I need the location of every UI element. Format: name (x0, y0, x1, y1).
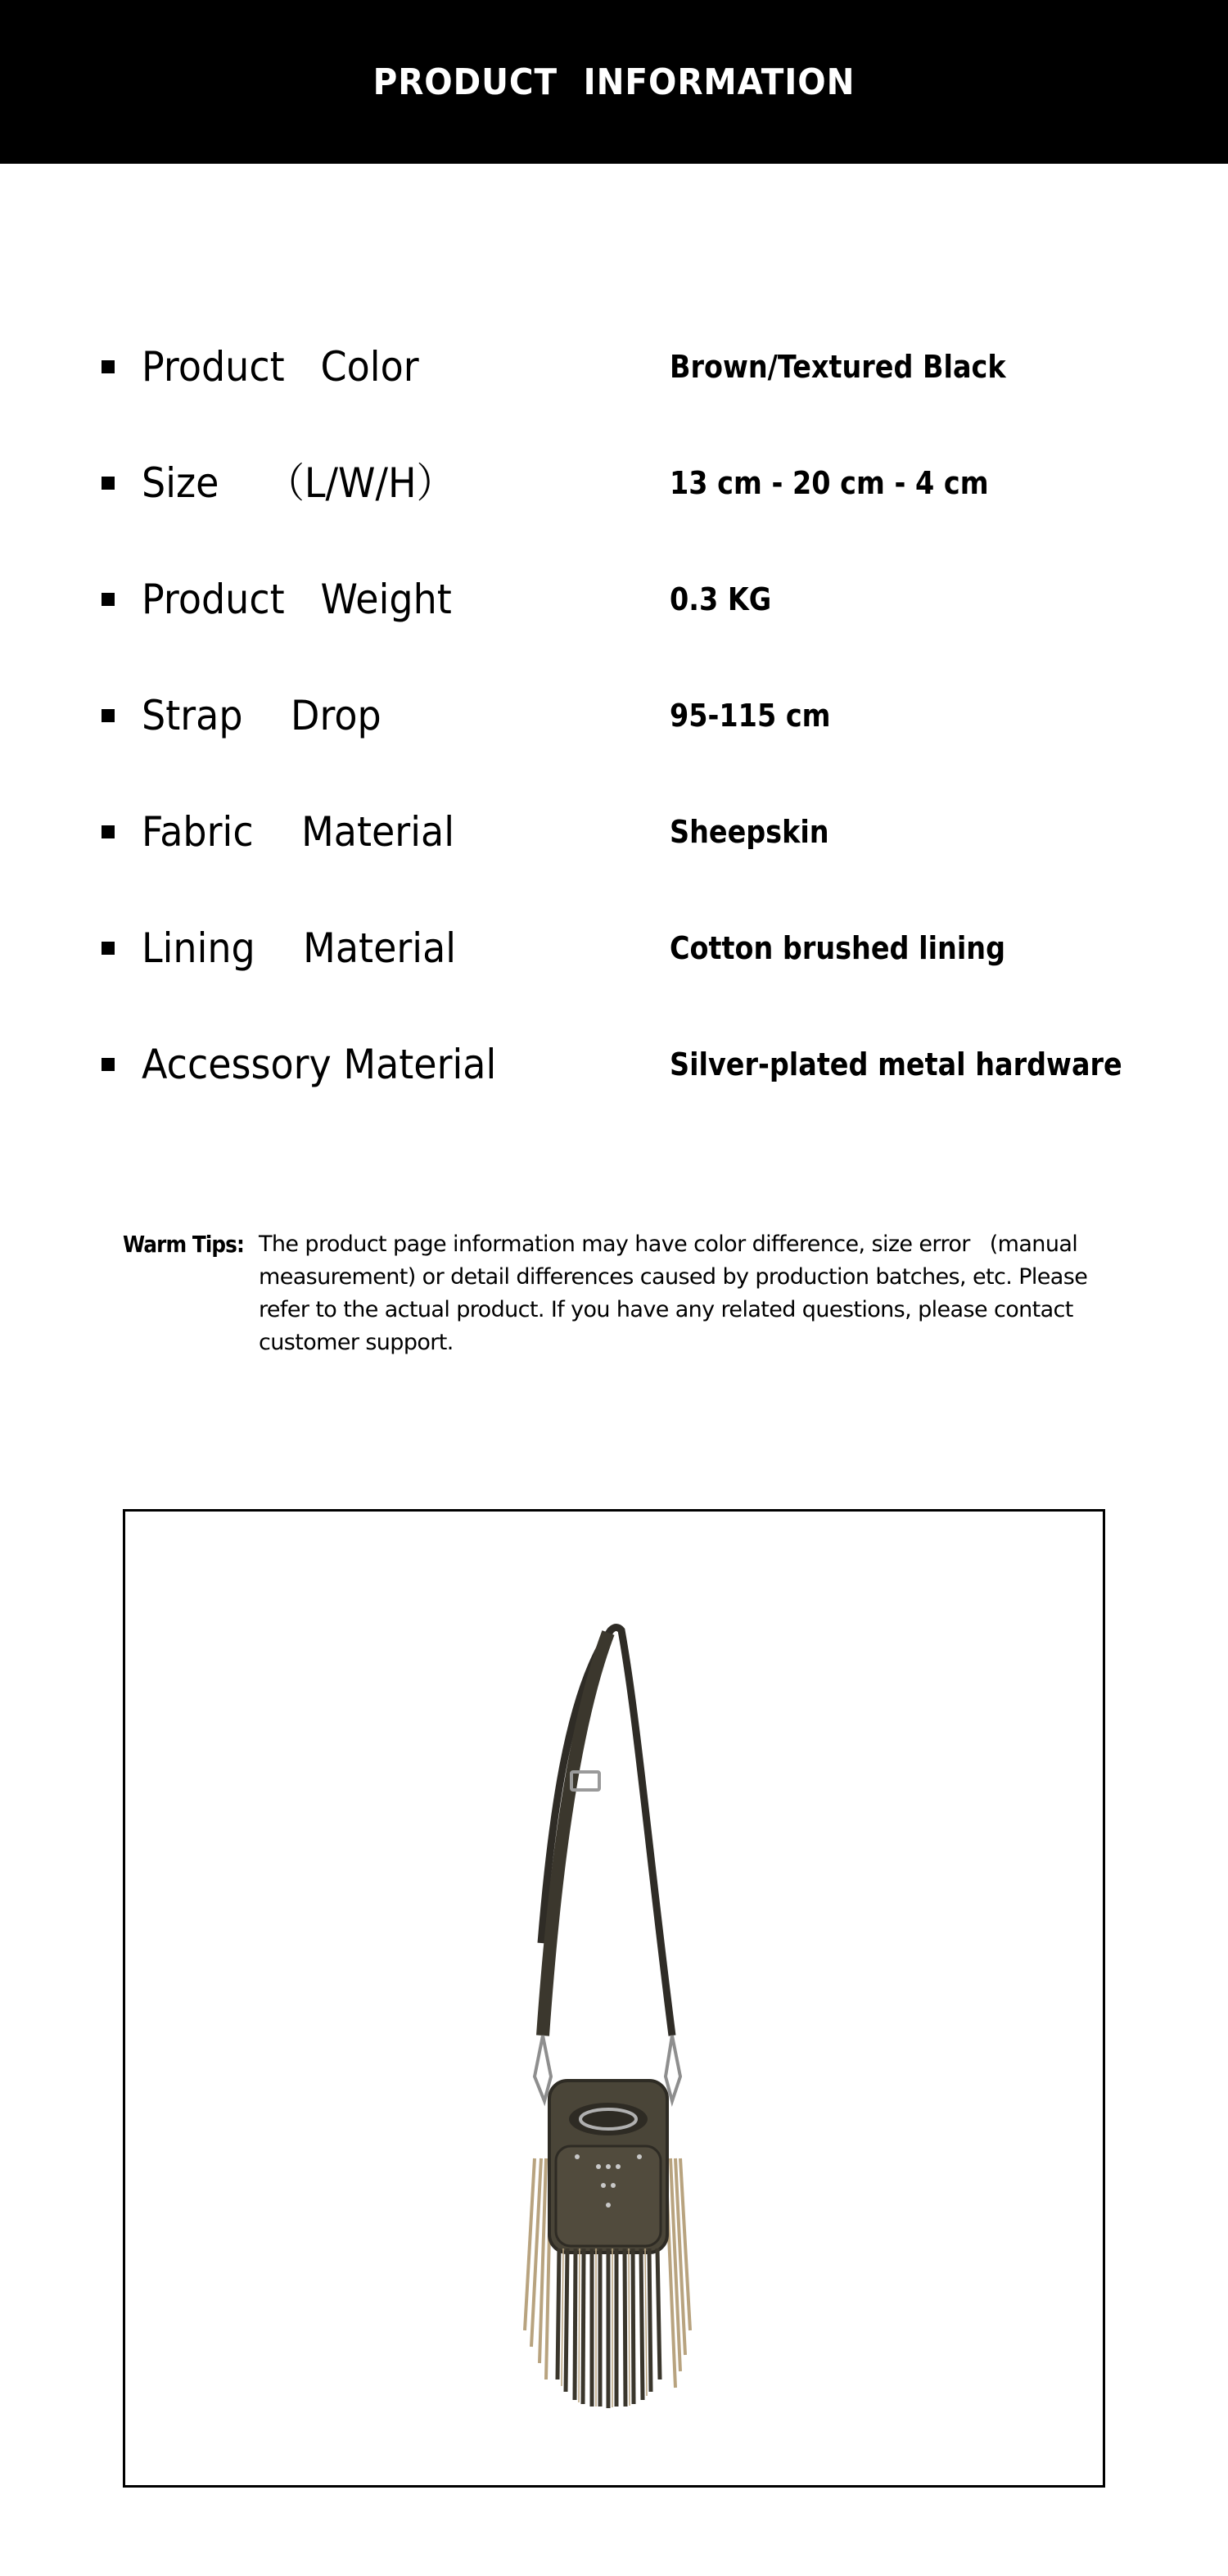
spec-row-strap-drop (0, 691, 1228, 740)
square-bullet-icon (102, 709, 115, 722)
spec-label: Size （L/W/H） (142, 459, 454, 507)
spec-row-accessory-material (0, 1040, 1228, 1089)
spec-row-lining-material (0, 924, 1228, 973)
spec-value: 13 cm - 20 cm - 4 cm (670, 465, 989, 501)
spec-label: Strap Drop (142, 692, 381, 739)
square-bullet-icon (102, 360, 115, 373)
product-image-frame (123, 1509, 1105, 2488)
square-bullet-icon (102, 593, 115, 606)
warm-tips-label: Warm Tips: (123, 1231, 244, 1258)
square-bullet-icon (102, 825, 115, 838)
square-bullet-icon (102, 1058, 115, 1071)
spec-value: 0.3 KG (670, 581, 772, 617)
spec-value: Sheepskin (670, 814, 829, 850)
spec-value: 95-115 cm (670, 698, 831, 734)
left-clip-icon (535, 2036, 551, 2101)
bottom-fringe (558, 2248, 660, 2408)
spec-label: Product Weight (142, 576, 452, 623)
spec-label: Lining Material (142, 924, 457, 972)
spec-value: Silver-plated metal hardware (670, 1046, 1122, 1082)
spec-label: Product Color (142, 343, 419, 391)
spec-row-size (0, 459, 1228, 508)
square-bullet-icon (102, 942, 115, 955)
spec-row-fabric-material (0, 807, 1228, 856)
spec-label: Accessory Material (142, 1041, 497, 1088)
front-pocket (556, 2146, 661, 2246)
spec-row-weight (0, 575, 1228, 624)
warm-tips-text: The product page information may have color difference, size error (manual measurement) or detail differences caused by production batches, etc. Please refer to the actual product. If you have any related questions, please contact customer support. (259, 1232, 1088, 1355)
square-bullet-icon (102, 477, 115, 490)
spec-value: Brown/Textured Black (670, 349, 1006, 385)
spec-row-product-color (0, 342, 1228, 391)
page-title: PRODUCT INFORMATION (372, 61, 856, 103)
spec-label: Fabric Material (142, 808, 454, 856)
header-banner (0, 0, 1228, 164)
product-image (125, 1512, 1103, 2485)
right-clip-icon (666, 2036, 680, 2101)
spec-value: Cotton brushed lining (670, 930, 1006, 966)
